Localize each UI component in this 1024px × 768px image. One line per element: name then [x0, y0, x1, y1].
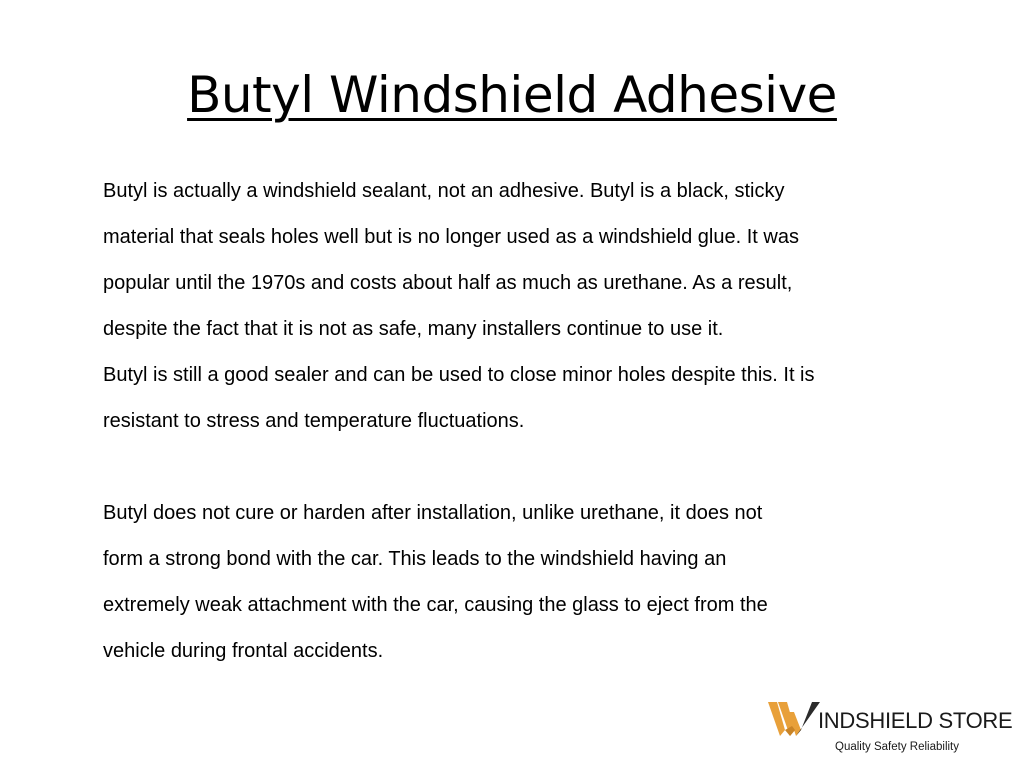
paragraph-2 — [103, 352, 953, 444]
paragraph-spacer — [103, 444, 953, 490]
paragraph-1 — [103, 168, 953, 352]
logo-wordmark: INDSHIELD STORE — [818, 708, 1013, 733]
paragraph-3 — [103, 490, 953, 674]
windshield-store-logo — [768, 700, 1013, 758]
paragraph-line: Butyl is still a good sealer and can be used to close minor holes despite this. It is — [103, 364, 815, 386]
paragraph-line: resistant to stress and temperature fluctuations. — [103, 410, 525, 432]
paragraph-line: popular until the 1970s and costs about half as much as urethane. As a result, — [103, 272, 793, 294]
paragraph-line: Butyl does not cure or harden after installation, unlike urethane, it does not — [103, 502, 763, 524]
windshield-store-w-logo-icon — [768, 700, 824, 738]
logo-tagline: Quality Safety Reliability — [835, 741, 959, 753]
paragraph-line: vehicle during frontal accidents. — [103, 640, 384, 662]
paragraph-line: extremely weak attachment with the car, causing the glass to eject from the — [103, 594, 768, 616]
slide-body — [103, 168, 953, 674]
slide-title: Butyl Windshield Adhesive — [187, 66, 837, 124]
paragraph-line: form a strong bond with the car. This leads to the windshield having an — [103, 548, 727, 570]
paragraph-line: material that seals holes well but is no longer used as a windshield glue. It was — [103, 226, 799, 248]
paragraph-line: Butyl is actually a windshield sealant, not an adhesive. Butyl is a black, sticky — [103, 180, 785, 202]
paragraph-line: despite the fact that it is not as safe, many installers continue to use it. — [103, 318, 724, 340]
